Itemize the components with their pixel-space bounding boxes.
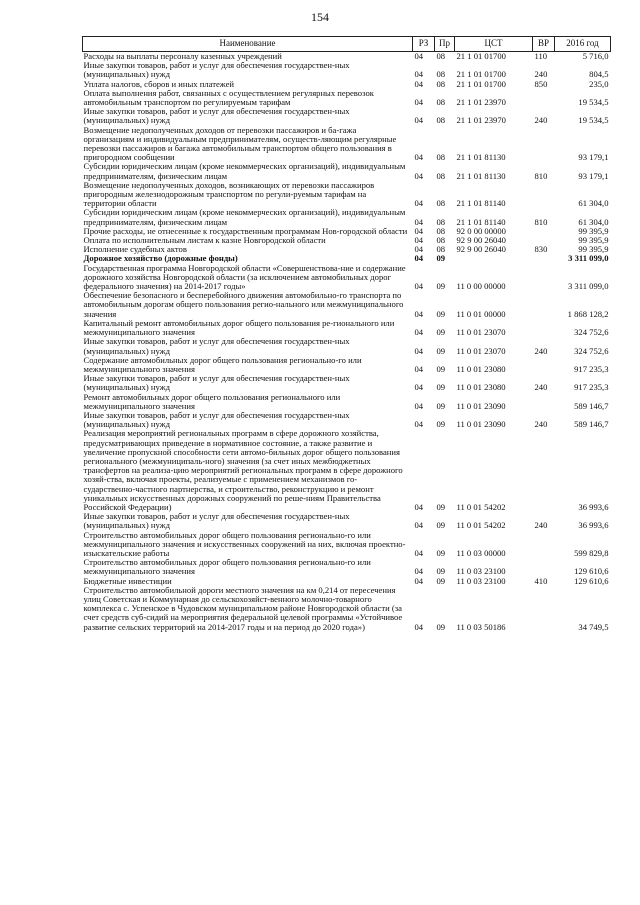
cell-amount: 589 146,7 — [574, 419, 609, 430]
cell-vr: 240 — [534, 115, 548, 126]
cell-rz: 04 — [414, 69, 424, 80]
cell-pr: 09 — [436, 363, 446, 374]
table-row — [83, 429, 611, 512]
cell-rz: 04 — [414, 78, 424, 89]
table-row — [83, 512, 611, 530]
table-row — [83, 411, 611, 429]
cell-vr: 850 — [534, 78, 548, 89]
cell-rz: 04 — [414, 235, 424, 246]
cell-name: Иные закупки товаров, работ и услуг для обеспечения государствен-ных (муниципальных) нужд — [83, 511, 350, 531]
cell-pr: 09 — [436, 281, 446, 292]
cell-name: Бюджетные инвестиции — [83, 575, 172, 586]
cell-name: Исполнение судебных актов — [83, 244, 187, 255]
table-row — [83, 586, 611, 632]
cell-amount: 61 304,0 — [578, 198, 609, 209]
cell-vr — [533, 319, 555, 337]
cell-pr: 08 — [436, 152, 446, 163]
cell-name: Содержание автомобильных дорог общего пользования регионально-го или межмуниципального значения — [83, 354, 362, 374]
cell-rz: 04 — [414, 97, 424, 108]
cell-amount: 3 311 099,0 — [567, 281, 609, 292]
cell-amount: 599 829,8 — [574, 547, 609, 558]
table-row — [83, 337, 611, 355]
cell-pr: 09 — [436, 501, 446, 512]
cell-vr: 830 — [534, 244, 548, 255]
page-number: 154 — [311, 10, 329, 24]
cell-amount: 36 993,6 — [578, 501, 609, 512]
cell-name: Уплата налогов, сборов и иных платежей — [83, 78, 235, 89]
cell-name: Иные закупки товаров, работ и услуг для обеспечения государствен-ных (муниципальных) нужд — [83, 409, 350, 430]
cell-vr — [533, 126, 555, 163]
cell-cst: 21 1 01 01700 — [456, 78, 506, 89]
cell-amount: 804,5 — [589, 69, 609, 80]
cell-cst: 11 0 01 23090 — [456, 400, 506, 411]
cell-rz: 04 — [414, 170, 424, 181]
cell-cst: 92 9 00 26040 — [456, 235, 506, 246]
cell-cst: 21 1 01 23970 — [456, 97, 506, 108]
cell-pr: 08 — [436, 69, 446, 80]
cell-vr — [533, 291, 555, 319]
cell-cst: 11 0 01 54202 — [456, 520, 506, 531]
cell-rz: 04 — [414, 225, 424, 236]
cell-vr — [533, 181, 555, 209]
cell-amount: 235,0 — [589, 78, 609, 89]
cell-pr: 08 — [436, 216, 446, 227]
cell-name: Расходы на выплаты персоналу казенных учреждений — [83, 51, 282, 61]
cell-pr: 08 — [436, 225, 446, 236]
cell-name: Иные закупки товаров, работ и услуг для обеспечения государствен-ных (муниципальных) нужд — [83, 60, 350, 80]
cell-cst: 21 1 01 01700 — [456, 69, 506, 80]
cell-pr: 08 — [436, 115, 446, 126]
cell-name: Строительство автомобильных дорог общего пользования регионально-го или межмуниципального значения и искусственных сооружений на них, включая проектно-изыскательские работы — [83, 529, 406, 558]
cell-amount: 99 395,9 — [578, 225, 609, 236]
cell-cst: 11 0 01 00000 — [456, 308, 506, 319]
cell-rz: 04 — [414, 152, 424, 163]
cell-amount: 129 610,6 — [574, 575, 609, 586]
cell-rz: 04 — [414, 419, 424, 430]
cell-vr: 240 — [534, 419, 548, 430]
cell-rz: 04 — [414, 520, 424, 531]
cell-name: Капитальный ремонт автомобильных дорог общего пользования ре-гионального или межмуниципального значения — [83, 317, 395, 338]
cell-pr: 09 — [436, 382, 446, 393]
cell-name: Иные закупки товаров, работ и услуг для обеспечения государствен-ных (муниципальных) нужд — [83, 373, 350, 393]
cell-cst: 21 1 01 23970 — [456, 115, 506, 126]
cell-name: Оплата выполнения работ, связанных с осуществлением регулярных перевозок автомобильным транспортом по регулируемым тарифам — [83, 87, 374, 108]
cell-vr: 810 — [534, 170, 548, 181]
cell-pr: 09 — [436, 345, 446, 356]
table-row — [83, 107, 611, 125]
cell-cst: 11 0 01 23070 — [456, 345, 506, 356]
cell-vr: 240 — [534, 520, 548, 531]
table-row — [83, 531, 611, 559]
table-row — [83, 89, 611, 107]
header-name: Наименование — [83, 37, 413, 52]
cell-pr: 08 — [436, 78, 446, 89]
cell-name: Субсидии юридическим лицам (кроме некоммерческих организаций), индивидуальным предпринимателям, физическим лицам — [83, 207, 406, 227]
cell-rz: 04 — [414, 501, 424, 512]
cell-pr: 08 — [436, 235, 446, 246]
cell-pr: 09 — [436, 419, 446, 430]
cell-pr: 09 — [436, 308, 446, 319]
cell-name: Субсидии юридическим лицам (кроме некоммерческих организаций), индивидуальным предпринимателям, физическим лицам — [83, 161, 406, 181]
cell-cst: 11 0 03 00000 — [456, 547, 506, 558]
header-year: 2016 год — [555, 37, 611, 52]
cell-rz: 04 — [414, 308, 424, 319]
cell-pr: 09 — [436, 327, 446, 338]
table-row — [83, 208, 611, 226]
cell-amount: 99 395,9 — [578, 235, 609, 246]
cell-name: Возмещение недополученных доходов, возникающих от перевозки пассажиров пригородным железнодорожным транспортом по регули-руемым тарифам на территории области — [83, 179, 375, 209]
table-row — [83, 356, 611, 374]
cell-pr: 09 — [436, 253, 446, 264]
cell-rz: 04 — [414, 621, 424, 632]
cell-pr: 08 — [436, 97, 446, 108]
cell-rz: 04 — [414, 547, 424, 558]
cell-rz: 04 — [414, 575, 424, 586]
cell-pr: 09 — [436, 575, 446, 586]
cell-cst: 21 1 01 81130 — [456, 170, 506, 181]
cell-name: Государственная программа Новгородской области «Совершенствова-ние и содержание дорожного хозяйства Новгородской области (за исключением автомобильных дорог федерального значения) на 2014-2017 годы» — [83, 262, 406, 292]
cell-cst: 11 0 01 54202 — [456, 501, 506, 512]
header-cst: ЦСТ — [455, 37, 533, 52]
cell-name: Иные закупки товаров, работ и услуг для обеспечения государствен-ных (муниципальных) нужд — [83, 336, 350, 356]
table-row — [83, 61, 611, 79]
cell-cst: 11 0 01 23080 — [456, 382, 506, 393]
table-row — [83, 291, 611, 319]
cell-rz: 04 — [414, 244, 424, 255]
cell-pr: 09 — [436, 520, 446, 531]
cell-vr — [533, 356, 555, 374]
cell-cst: 92 9 00 26040 — [456, 244, 506, 255]
cell-rz: 04 — [414, 115, 424, 126]
cell-amount: 3 311 099,0 — [568, 253, 609, 264]
cell-amount: 36 993,6 — [578, 520, 609, 531]
cell-vr — [533, 429, 555, 512]
cell-cst: 11 0 03 23100 — [456, 566, 506, 577]
cell-cst: 21 1 01 81130 — [456, 152, 506, 163]
table-row — [83, 126, 611, 163]
cell-amount: 93 179,1 — [578, 152, 609, 163]
table-row — [83, 162, 611, 180]
table-row — [83, 181, 611, 209]
cell-name: Прочие расходы, не отнесенные к государственным программам Нов-городской области — [83, 225, 408, 236]
cell-pr: 09 — [436, 400, 446, 411]
cell-rz: 04 — [414, 566, 424, 577]
cell-rz: 04 — [414, 253, 424, 264]
cell-cst: 21 1 01 81140 — [456, 198, 506, 209]
cell-rz: 04 — [414, 281, 424, 292]
budget-table — [82, 36, 611, 632]
cell-pr: 08 — [436, 244, 446, 255]
cell-name: Реализация мероприятий региональных программ в сфере дорожного хозяйства, предусматривающих приведение в нормативное состояние, а также развитие и увеличение пропускной способности сети автомо-бильных дорог общего пользования регионального (межмуниципаль-ного) значения (за счет иных межбюджетных трансфертов на реализа-цию мероприятий региональных программ в сфере дорожного хозяй-ства, включая проекты, реализуемые с применением механизмов го-сударственно-частного партнерства, и строительство, реконструкцию и ремонт уникальных искусственных дорожных сооружений по реше-ниям Правительства Российской Федерации) — [83, 428, 403, 512]
cell-pr: 09 — [436, 621, 446, 632]
cell-amount: 324 752,6 — [574, 345, 609, 356]
cell-name: Строительство автомобильной дороги местного значения на км 0,214 от пересечения улиц Советская и Коммунарная до сельскохозяйст-венного молочно-товарного комплекса с. Успенское в Чудовском муниципальном районе Новгородской области (за счет средств суб-сидий на мероприятия федеральной целевой программы «Устойчивое развитие сельских территорий на 2014-2017 годы и на период до 2020 года») — [83, 584, 403, 632]
cell-cst: 21 1 01 81140 — [456, 216, 506, 227]
table-row — [83, 264, 611, 292]
cell-cst: 11 0 03 50186 — [456, 621, 506, 632]
cell-cst: 11 0 01 23090 — [456, 419, 506, 430]
cell-vr: 240 — [534, 345, 548, 356]
cell-pr: 08 — [436, 170, 446, 181]
cell-vr: 410 — [534, 575, 548, 586]
cell-cst: 11 0 01 23070 — [456, 327, 506, 338]
cell-amount: 5 716,0 — [582, 51, 609, 61]
cell-name: Иные закупки товаров, работ и услуг для обеспечения государствен-ных (муниципальных) нужд — [83, 106, 350, 126]
cell-cst: 21 1 01 01700 — [456, 51, 506, 61]
cell-vr — [533, 586, 555, 632]
cell-rz: 04 — [414, 400, 424, 411]
cell-vr: 110 — [534, 51, 548, 61]
cell-vr: 240 — [534, 69, 548, 80]
cell-name: Дорожное хозяйство (дорожные фонды) — [83, 253, 238, 264]
cell-rz: 04 — [414, 345, 424, 356]
cell-name: Строительство автомобильных дорог общего пользования регионально-го или межмуниципального значения — [83, 557, 371, 577]
cell-vr — [533, 89, 555, 107]
cell-rz: 04 — [414, 216, 424, 227]
cell-amount: 34 749,5 — [578, 621, 609, 632]
cell-vr — [533, 254, 555, 263]
cell-amount: 1 868 128,2 — [567, 308, 609, 319]
header-pr: Пр — [435, 37, 455, 52]
table-row — [83, 558, 611, 576]
cell-vr: 240 — [534, 382, 548, 393]
cell-pr: 08 — [436, 198, 446, 209]
table-header-row — [83, 37, 611, 52]
cell-pr: 09 — [436, 547, 446, 558]
cell-name: Обеспечение безопасного и бесперебойного движения автомобильно-го транспорта по автомобильным дорогам общего пользования регио-нального или межмуниципального значения — [83, 290, 404, 319]
cell-cst: 11 0 01 23080 — [456, 363, 506, 374]
cell-pr: 09 — [436, 566, 446, 577]
cell-rz: 04 — [414, 327, 424, 338]
cell-amount: 589 146,7 — [574, 400, 609, 411]
table-row — [83, 319, 611, 337]
cell-vr — [533, 531, 555, 559]
cell-name: Оплата по исполнительным листам к казне Новгородской области — [83, 235, 326, 246]
cell-amount: 917 235,3 — [574, 382, 609, 393]
cell-amount: 19 534,5 — [578, 97, 609, 108]
header-rz: РЗ — [413, 37, 435, 52]
cell-amount: 324 752,6 — [574, 327, 609, 338]
header-vr: ВР — [533, 37, 555, 52]
cell-rz: 04 — [414, 363, 424, 374]
cell-cst: 92 0 00 00000 — [456, 225, 506, 236]
cell-amount: 99 395,9 — [578, 244, 609, 255]
cell-vr — [533, 393, 555, 411]
cell-amount: 917 235,3 — [574, 363, 609, 374]
cell-rz: 04 — [414, 382, 424, 393]
table-row — [83, 374, 611, 392]
table-row — [83, 393, 611, 411]
cell-amount: 129 610,6 — [574, 566, 609, 577]
cell-amount: 61 304,0 — [578, 216, 609, 227]
cell-cst: 11 0 03 23100 — [456, 575, 506, 586]
cell-vr — [533, 227, 555, 236]
cell-vr — [533, 558, 555, 576]
cell-rz: 04 — [414, 51, 424, 61]
cell-name: Возмещение недополученных доходов от перевозки пассажиров и ба-гажа организациям и индивидуальным предпринимателям, осуществ-ляющим регулярные перевозки пассажиров и багажа автомобильным транспортом общего пользования в пригородном сообщении — [83, 124, 397, 163]
cell-vr: 810 — [534, 216, 548, 227]
cell-name: Ремонт автомобильных дорог общего пользования регионального или межмуниципального значения — [83, 391, 341, 411]
cell-amount: 93 179,1 — [578, 170, 609, 181]
cell-cst — [455, 254, 533, 263]
cell-rz: 04 — [414, 198, 424, 209]
cell-amount: 19 534,5 — [578, 115, 609, 126]
cell-cst: 11 0 00 00000 — [456, 281, 506, 292]
cell-vr — [533, 264, 555, 292]
cell-pr: 08 — [436, 51, 446, 61]
